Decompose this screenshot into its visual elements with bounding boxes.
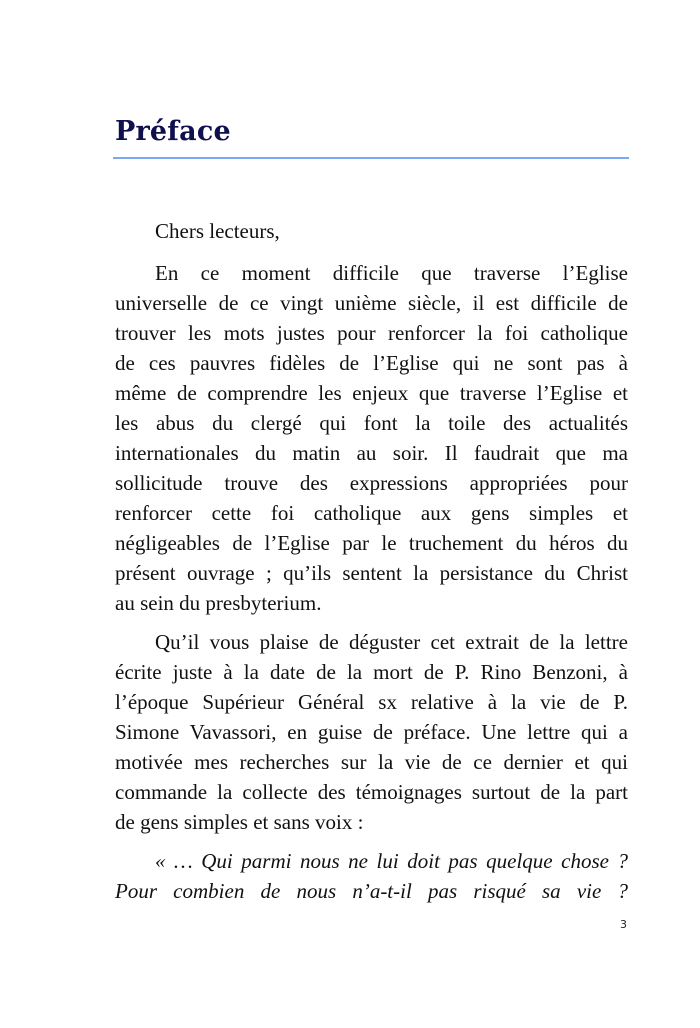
text-line: au sein du presbyterium. [115, 591, 322, 615]
text-line: sollicitude trouve des expressions appropriées pour [115, 471, 628, 495]
text-line: En ce moment difficile que traverse l’Eglise [155, 261, 628, 285]
text-line: trouver les mots justes pour renforcer la foi catholique [115, 321, 628, 345]
paragraph [115, 627, 628, 837]
paragraph-salutation [115, 216, 628, 246]
page-number: 3 [620, 918, 627, 931]
text-line: internationales du matin au soir. Il faudrait que ma [115, 441, 628, 465]
text-line: présent ouvrage ; qu’ils sentent la persistance du Christ [115, 561, 628, 585]
text-line: Qu’il vous plaise de déguster cet extrait de la lettre [155, 630, 628, 654]
text-line: de gens simples et sans voix : [115, 810, 364, 834]
text-line: de ces pauvres fidèles de l’Eglise qui ne sont pas à [115, 351, 628, 375]
text-line: même de comprendre les enjeux que traverse l’Eglise et [115, 381, 628, 405]
text-line: Chers lecteurs, [155, 219, 280, 243]
quote-paragraph [115, 846, 628, 906]
text-line: commande la collecte des témoignages surtout de la part [115, 780, 628, 804]
text-line: Simone Vavassori, en guise de préface. Une lettre qui a [115, 720, 628, 744]
text-line: écrite juste à la date de la mort de P. Rino Benzoni, à [115, 660, 628, 684]
heading-underline [113, 157, 629, 159]
paragraph [115, 258, 628, 618]
text-line: renforcer cette foi catholique aux gens simples et [115, 501, 628, 525]
text-line: « … Qui parmi nous ne lui doit pas quelque chose ? [155, 849, 628, 873]
text-line: motivée mes recherches sur la vie de ce dernier et qui [115, 750, 628, 774]
text-line: universelle de ce vingt unième siècle, il est difficile de [115, 291, 628, 315]
document-body [115, 216, 628, 915]
text-line: les abus du clergé qui font la toile des actualités [115, 411, 628, 435]
text-line: Pour combien de nous n’a-t-il pas risqué sa vie ? [115, 879, 628, 903]
page-title: Préface [115, 116, 231, 147]
text-line: négligeables de l’Eglise par le truchement du héros du [115, 531, 628, 555]
text-line: l’époque Supérieur Général sx relative à la vie de P. [115, 690, 628, 714]
